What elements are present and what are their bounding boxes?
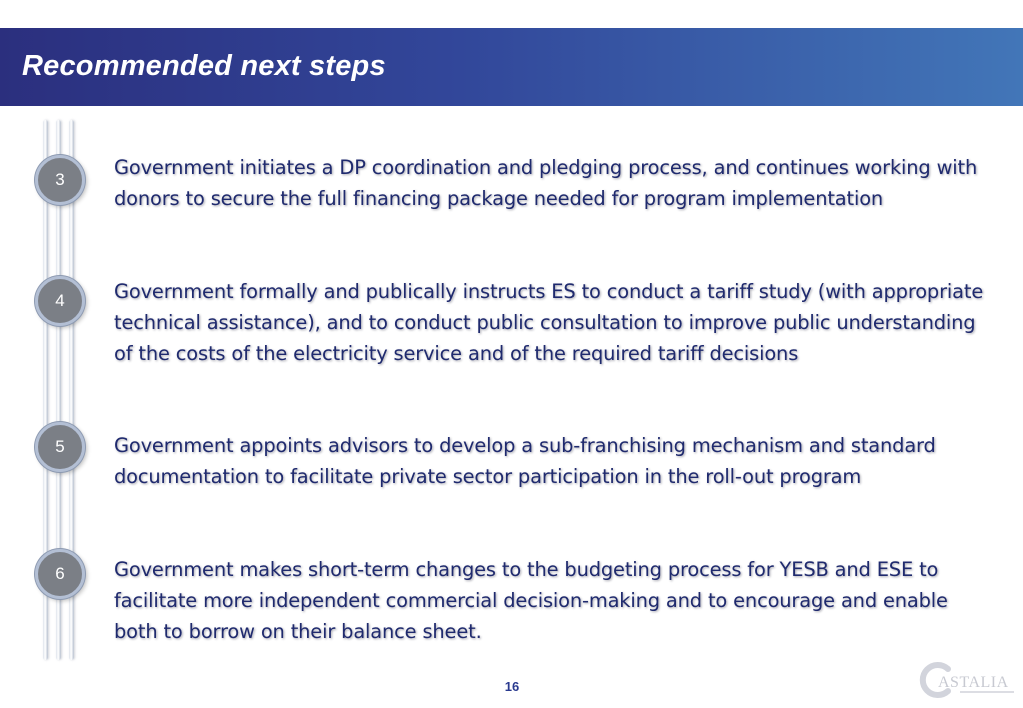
step-number-badge: 6 [35, 549, 85, 599]
step-number-badge: 3 [35, 155, 85, 205]
step-number-badge: 4 [35, 276, 85, 326]
page-number: 16 [504, 679, 520, 694]
slide-title: Recommended next steps [22, 50, 386, 82]
step-text: Government formally and publically instructs ES to conduct a tariff study (with appropriate technical assistance), and to conduct public consultation to improve public understanding of the costs of the electricity service and of the required tariff decisions [114, 280, 984, 365]
step-number-badge: 5 [35, 422, 85, 472]
castalia-logo [918, 660, 1014, 700]
step-text: Government makes short-term changes to the budgeting process for YESB and ESE to facilitate more independent commercial decision-making and to encourage and enable both to borrow on their balance sheet. [114, 558, 948, 643]
logo-tagline-line [960, 691, 1014, 693]
logo-text: ASTALIA [938, 674, 1009, 691]
step-text: Government initiates a DP coordination and pledging process, and continues working with donors to secure the full financing package needed for program implementation [114, 156, 978, 210]
step-text: Government appoints advisors to develop a sub-franchising mechanism and standard documentation to facilitate private sector participation in the roll-out program [114, 434, 936, 488]
